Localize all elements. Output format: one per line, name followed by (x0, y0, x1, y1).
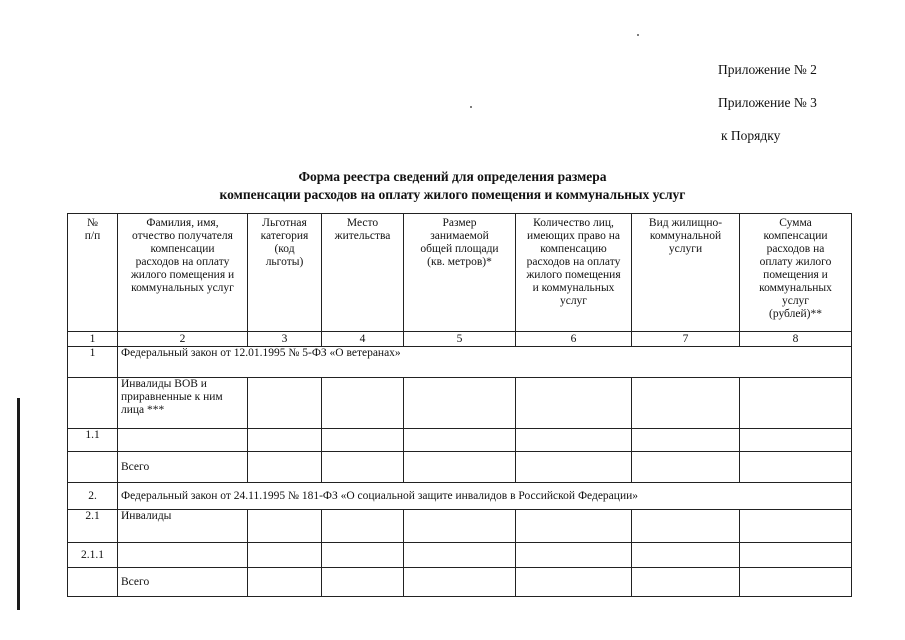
column-number: 1 (68, 332, 118, 347)
row-number (68, 452, 118, 483)
scan-edge-mark (17, 398, 20, 610)
row-number (68, 568, 118, 597)
table-cell (740, 568, 852, 597)
appendix-line-3: Приложение № 3 (718, 95, 817, 110)
table-cell (516, 429, 632, 452)
table-row (68, 347, 852, 378)
column-number-row (68, 332, 852, 347)
table-cell (248, 429, 322, 452)
table-cell (516, 543, 632, 568)
header-cell-residence: Место жительства (322, 214, 404, 332)
row-number: 1 (68, 347, 118, 378)
table-cell (516, 568, 632, 597)
header-cell-area: Размер занимаемой общей площади (кв. метров)* (404, 214, 516, 332)
row-number: 2.1 (68, 510, 118, 543)
table-cell (322, 510, 404, 543)
header-cell-category: Льготная категория (код льготы) (248, 214, 322, 332)
column-number: 2 (118, 332, 248, 347)
registry-table (67, 213, 852, 597)
table-cell (322, 568, 404, 597)
table-row (68, 483, 852, 510)
table-cell (248, 568, 322, 597)
table-cell (322, 378, 404, 429)
table-cell (632, 568, 740, 597)
table-row (68, 429, 852, 452)
form-title-line-2: компенсации расходов на оплату жилого помещения и коммунальных услуг (219, 187, 686, 202)
scan-speck (637, 34, 639, 36)
category-invalids: Инвалиды (118, 510, 248, 543)
appendix-to-procedure: к Порядку (721, 128, 781, 143)
form-title-line-1: Форма реестра сведений для определения размера (298, 169, 607, 184)
table-cell (740, 452, 852, 483)
table-cell (404, 378, 516, 429)
total-label: Всего (118, 568, 248, 597)
column-number: 3 (248, 332, 322, 347)
row-number (68, 378, 118, 429)
header-cell-amount: Сумма компенсации расходов на оплату жилого помещения и коммунальных услуг (рублей)** (740, 214, 852, 332)
column-number: 7 (632, 332, 740, 347)
header-cell-persons: Количество лиц, имеющих право на компенсацию расходов на оплату жилого помещения и коммунальных услуг (516, 214, 632, 332)
column-number: 6 (516, 332, 632, 347)
table-cell (740, 510, 852, 543)
scan-speck (470, 106, 472, 108)
header-row (68, 214, 852, 332)
category-wwii-invalids: Инвалиды ВОВ и приравненные к ним лица *** (118, 378, 248, 429)
table-cell (322, 429, 404, 452)
table-cell (740, 378, 852, 429)
table-cell (516, 378, 632, 429)
table-cell (404, 452, 516, 483)
table-cell (632, 378, 740, 429)
table-cell (248, 378, 322, 429)
column-number: 4 (322, 332, 404, 347)
header-cell-num: № п/п (68, 214, 118, 332)
column-number: 5 (404, 332, 516, 347)
table-row (68, 568, 852, 597)
row-number: 1.1 (68, 429, 118, 452)
table-cell (322, 543, 404, 568)
appendix-line-2: Приложение № 2 (718, 62, 817, 77)
table-cell (248, 452, 322, 483)
column-number: 8 (740, 332, 852, 347)
table-cell (740, 543, 852, 568)
table-cell (404, 543, 516, 568)
table-cell (118, 429, 248, 452)
table-row (68, 510, 852, 543)
table-cell (740, 429, 852, 452)
law-heading-invalids: Федеральный закон от 24.11.1995 № 181-ФЗ «О социальной защите инвалидов в Российской Федерации» (118, 483, 852, 510)
table-cell (632, 510, 740, 543)
law-heading-veterans: Федеральный закон от 12.01.1995 № 5-ФЗ «О ветеранах» (118, 347, 852, 378)
table-cell (404, 429, 516, 452)
table-cell (632, 543, 740, 568)
table-cell (404, 510, 516, 543)
row-number: 2. (68, 483, 118, 510)
table-row (68, 543, 852, 568)
table-cell (632, 452, 740, 483)
row-number: 2.1.1 (68, 543, 118, 568)
table-row (68, 378, 852, 429)
table-row (68, 452, 852, 483)
table-cell (322, 452, 404, 483)
total-label: Всего (118, 452, 248, 483)
table-cell (404, 568, 516, 597)
table-cell (248, 510, 322, 543)
table-cell (632, 429, 740, 452)
header-cell-name: Фамилия, имя, отчество получателя компенсации расходов на оплату жилого помещения и коммунальных услуг (118, 214, 248, 332)
table-cell (516, 452, 632, 483)
table-cell (248, 543, 322, 568)
table-cell (516, 510, 632, 543)
table-cell (118, 543, 248, 568)
header-cell-service-type: Вид жилищно- коммунальной услуги (632, 214, 740, 332)
